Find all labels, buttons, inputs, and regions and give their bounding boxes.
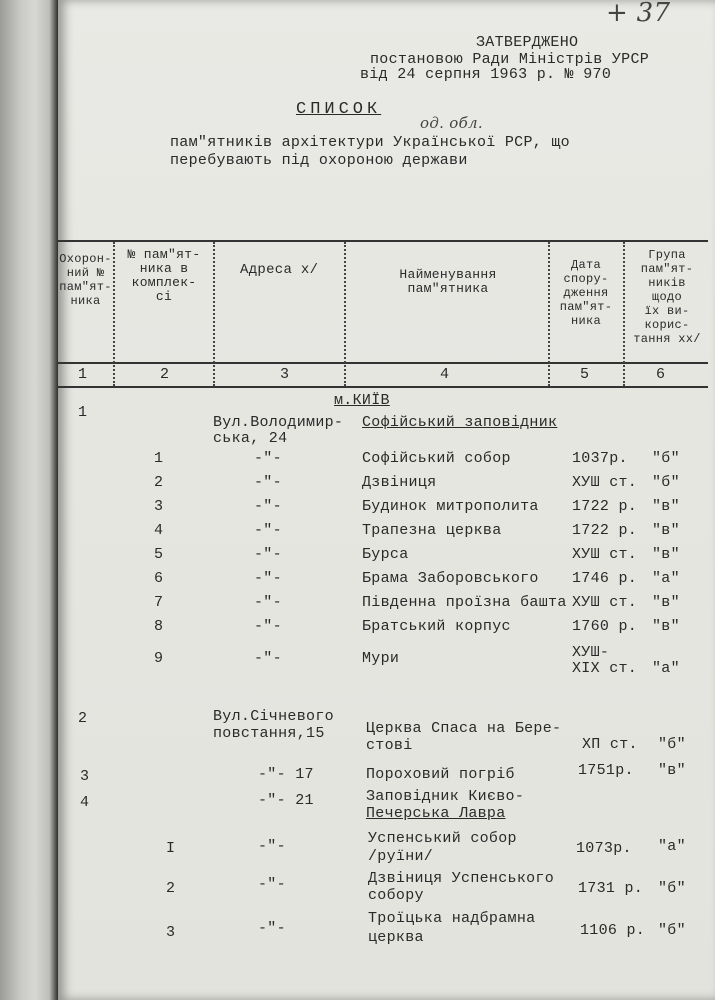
- subtitle-line-1: пам"ятників архітектури Української РСР, що: [170, 134, 570, 151]
- header-col5: Дата спору- дження пам"ят- ника: [559, 258, 613, 328]
- item-name: Софійський собор: [362, 450, 511, 467]
- item-name: Дзвіниця: [362, 474, 437, 491]
- group-name-line-1: Заповідник Києво-: [366, 788, 525, 805]
- group-name-line-2: стові: [366, 737, 413, 754]
- item-group: "в": [652, 546, 680, 563]
- col-number-5: 5: [580, 366, 590, 383]
- col-divider: [344, 242, 346, 386]
- item-number: 5: [154, 546, 164, 563]
- item-name: Будинок митрополита: [362, 498, 539, 515]
- handwritten-note: од. обл.: [420, 114, 483, 132]
- item-date: ХУШ ст.: [572, 594, 638, 611]
- item-address: -"-: [254, 522, 282, 539]
- item-name: Трапезна церква: [362, 522, 502, 539]
- item-address: -"-: [258, 838, 286, 855]
- header-col2: № пам"ят- ника в комплек- сі: [127, 247, 201, 304]
- item-number: 3: [166, 924, 176, 941]
- col-number-4: 4: [440, 366, 450, 383]
- item-date-line-2: XIX ст.: [572, 660, 638, 677]
- group-date: ХП ст.: [582, 736, 638, 753]
- item-date: 1746 р.: [572, 570, 638, 587]
- item-group: "б": [652, 450, 680, 467]
- item-number: I: [166, 840, 176, 857]
- item-group: "б": [652, 474, 680, 491]
- item-group: "в": [652, 594, 680, 611]
- item-group: "а": [652, 660, 680, 677]
- binder-edge: [0, 0, 58, 1000]
- corner-page-note: + 37: [606, 0, 671, 28]
- group-address: -"- 17: [258, 766, 314, 783]
- group-date: 1751р.: [578, 762, 634, 779]
- item-date: 1722 р.: [572, 498, 638, 515]
- group-group: "б": [658, 736, 686, 753]
- header-bottom-rule: [58, 386, 708, 388]
- item-group: "в": [652, 618, 680, 635]
- item-group: "б": [658, 922, 686, 939]
- item-date: ХУШ ст.: [572, 546, 638, 563]
- item-name: Брама Заборовського: [362, 570, 539, 587]
- item-number: 4: [154, 522, 164, 539]
- item-number: 7: [154, 594, 164, 611]
- item-number: 8: [154, 618, 164, 635]
- item-address: -"-: [258, 876, 286, 893]
- item-date: 1106 р.: [580, 922, 646, 939]
- item-group: "в": [652, 522, 680, 539]
- subtitle-line-2: перебувають під охороною держави: [170, 152, 468, 169]
- item-address: -"-: [254, 474, 282, 491]
- item-date: 1731 р.: [578, 880, 644, 897]
- header-top-rule: [58, 240, 708, 242]
- group-number: 4: [80, 794, 90, 811]
- item-number: 3: [154, 498, 164, 515]
- header-mid-rule: [58, 362, 708, 364]
- col-divider: [623, 242, 625, 386]
- item-group: "а": [658, 838, 686, 855]
- item-date: ХУШ ст.: [572, 474, 638, 491]
- item-address: -"-: [254, 618, 282, 635]
- header-col4: Найменування пам"ятника: [399, 267, 497, 296]
- item-address: -"-: [254, 546, 282, 563]
- item-group: "а": [652, 570, 680, 587]
- group-name: Пороховий погріб: [366, 766, 515, 783]
- approval-line-2: постановою Ради Міністрів УРСР: [370, 51, 650, 68]
- group-address-line-1: Вул.Володимир-: [213, 414, 344, 431]
- item-address: -"-: [254, 570, 282, 587]
- group-number: 1: [78, 404, 88, 421]
- item-name: Південна проїзна башта: [362, 594, 567, 611]
- item-number: 6: [154, 570, 164, 587]
- item-name-line-1: Дзвіниця Успенського: [368, 870, 555, 887]
- item-number: 9: [154, 650, 164, 667]
- group-name: Софійський заповідник: [362, 414, 558, 431]
- item-name-line-2: церква: [368, 929, 424, 946]
- section-title: м.КИЇВ: [334, 392, 390, 409]
- group-number: 2: [78, 710, 88, 727]
- item-address: -"-: [258, 920, 286, 937]
- item-date: 1073р.: [576, 840, 632, 857]
- item-name-line-2: собору: [368, 887, 424, 904]
- item-name-line-1: Троїцька надбрамна: [368, 910, 536, 927]
- group-address-line-2: ська, 24: [213, 430, 288, 447]
- item-name: Бурса: [362, 546, 409, 563]
- item-date: 1722 р.: [572, 522, 638, 539]
- group-name-line-2: Печерська Лавра: [366, 805, 506, 822]
- col-number-6: 6: [656, 366, 666, 383]
- item-name-line-2: /руїни/: [368, 848, 434, 865]
- header-col6: Група пам"ят- ників щодо їх ви- корис- тання xx/: [633, 248, 701, 346]
- group-address: -"- 21: [258, 792, 314, 809]
- item-date: 1037р.: [572, 450, 628, 467]
- item-date-line-1: ХУШ-: [572, 644, 610, 661]
- item-address: -"-: [254, 450, 282, 467]
- item-number: 2: [154, 474, 164, 491]
- approval-line-1: ЗАТВЕРДЖЕНО: [476, 34, 579, 51]
- col-number-1: 1: [78, 366, 88, 383]
- item-address: -"-: [254, 650, 282, 667]
- item-date: 1760 р.: [572, 618, 638, 635]
- item-group: "в": [652, 498, 680, 515]
- group-address-line-1: Вул.Січневого: [213, 708, 334, 725]
- group-group: "в": [658, 762, 686, 779]
- group-number: 3: [80, 768, 90, 785]
- item-address: -"-: [254, 594, 282, 611]
- item-number: 2: [166, 880, 176, 897]
- item-group: "б": [658, 880, 686, 897]
- document-title: СПИСОК: [296, 100, 382, 119]
- header-col1: Охорон- ний № пам"ят- ника: [59, 252, 112, 308]
- item-number: 1: [154, 450, 164, 467]
- col-number-2: 2: [160, 366, 170, 383]
- group-name-line-1: Церква Спаса на Бере-: [366, 720, 562, 737]
- approval-line-3: від 24 серпня 1963 р. № 970: [360, 66, 612, 83]
- col-number-3: 3: [280, 366, 290, 383]
- item-address: -"-: [254, 498, 282, 515]
- item-name-line-1: Успенський собор: [368, 830, 517, 847]
- item-name: Братський корпус: [362, 618, 511, 635]
- header-col3: Адреса x/: [240, 262, 319, 278]
- group-address-line-2: повстання,15: [213, 725, 325, 742]
- item-name: Мури: [362, 650, 400, 667]
- document-page: [58, 0, 715, 1000]
